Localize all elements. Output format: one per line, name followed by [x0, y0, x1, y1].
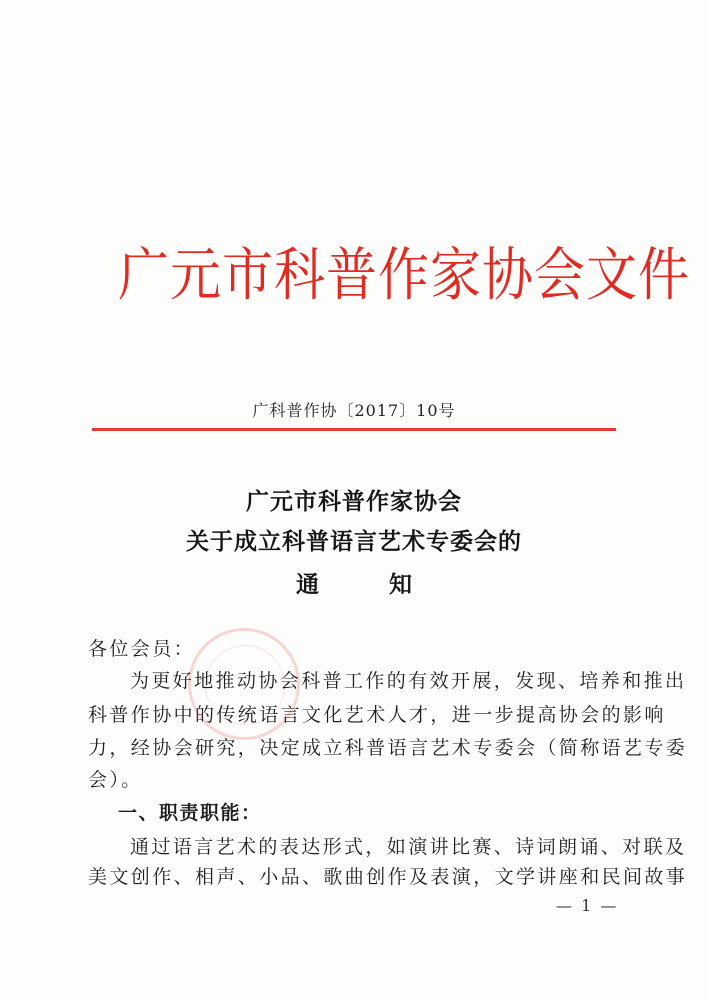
paragraph-2-line-1: 通过语言艺术的表达形式，如演讲比赛、诗词朗诵、对联及 — [130, 836, 687, 858]
paragraph-1-line-4: 会）。 — [88, 769, 143, 791]
masthead-title: 广元市科普作家协会文件 — [118, 243, 691, 310]
paragraph-1-line-1: 为更好地推动协会科普工作的有效开展，发现、培养和推出 — [130, 670, 687, 692]
red-divider-line — [92, 428, 616, 431]
notice-title-char-1: 通 — [296, 571, 319, 598]
notice-title-line-2: 关于成立科普语言艺术专委会的 — [186, 528, 522, 555]
document-number: 广科普作协〔2017〕10号 — [252, 401, 456, 420]
salutation: 各位会员： — [88, 638, 196, 660]
paragraph-1-line-3: 力，经协会研究，决定成立科普语言艺术专委会（简称语艺专委 — [88, 737, 688, 759]
notice-title-char-2: 知 — [389, 571, 412, 598]
notice-title-line-1: 广元市科普作家协会 — [246, 488, 462, 515]
notice-title-line-3 — [0, 566, 708, 599]
paragraph-1-line-2: 科普作协中的传统语言文化艺术人才，进一步提高协会的影响 — [88, 704, 666, 726]
paragraph-2-line-2: 美文创作、相声、小品、歌曲创作及表演，文学讲座和民间故事 — [88, 866, 688, 888]
section-1-heading: 一、职责职能： — [118, 802, 262, 824]
page-number: — 1 — — [556, 896, 619, 915]
